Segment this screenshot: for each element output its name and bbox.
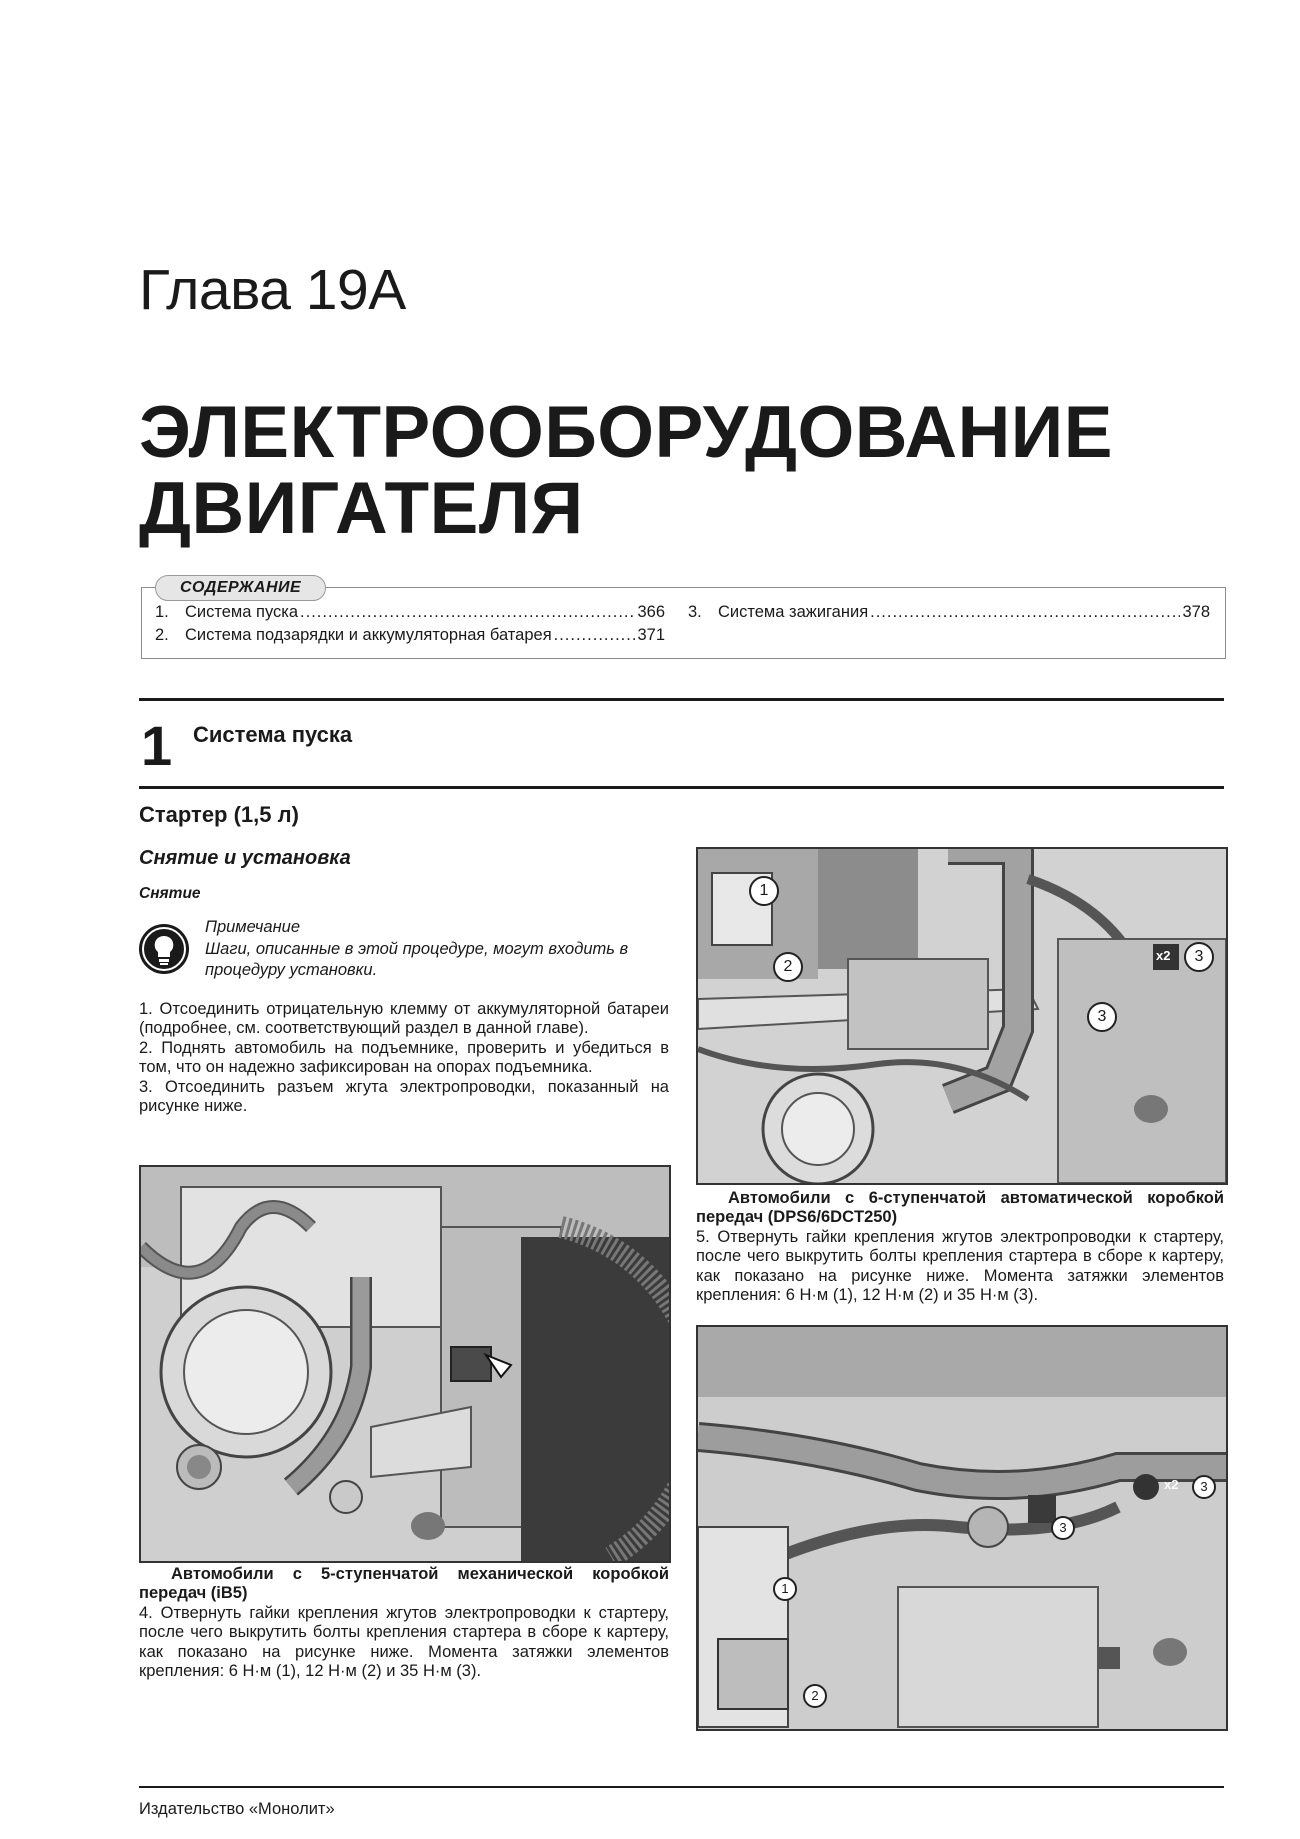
toc-item-page: 378 bbox=[1182, 603, 1210, 621]
toc-item-page: 366 bbox=[637, 603, 665, 621]
callout-marker: 1 bbox=[749, 876, 779, 906]
toc-dots bbox=[300, 603, 635, 622]
steps-left bbox=[139, 1000, 669, 1116]
publisher-logo-icon bbox=[1134, 1095, 1168, 1123]
figure-caption-ib5: Автомобили с 5-ступенчатой механической коробкой передач (iB5) bbox=[139, 1565, 669, 1603]
table-of-contents bbox=[141, 579, 1226, 659]
chapter-title bbox=[139, 392, 1139, 549]
figure-caption-dps6: Автомобили с 6-ступенчатой автоматической коробкой передач (DPS6/6DCT250) bbox=[696, 1189, 1224, 1227]
engine-illustration-mounting bbox=[698, 1327, 1226, 1729]
chapter-title-line2: ДВИГАТЕЛЯ bbox=[139, 468, 584, 549]
note-title: Примечание bbox=[205, 918, 301, 936]
step-heading: Снятие bbox=[139, 885, 201, 902]
chapter-label: Глава 19А bbox=[139, 258, 406, 322]
toc-item-number: 2. bbox=[155, 626, 169, 644]
toc-label: СОДЕРЖАНИЕ bbox=[155, 575, 326, 601]
step-4: 4. Отвернуть гайки крепления жгутов электропроводки к стартеру, после чего выкрутить болты крепления стартера в сборе к картеру, как показано на рисунке ниже. Момента затяжки элементов крепления: 6 Н·м (1), 12 Н·м (2) и 35 Н·м (3). bbox=[139, 1604, 669, 1681]
publisher-footer: Издательство «Монолит» bbox=[139, 1800, 335, 1818]
step-1: 1. Отсоединить отрицательную клемму от аккумуляторной батареи (подробнее, см. соответствующий раздел в данной главе). bbox=[139, 1000, 669, 1038]
engine-illustration-ib5 bbox=[141, 1167, 669, 1561]
toc-item-page: 371 bbox=[637, 626, 665, 644]
publisher-logo-icon bbox=[411, 1512, 445, 1540]
step-2: 2. Поднять автомобиль на подъемнике, проверить и убедиться в том, что он надежно зафиксирован на опорах подъемника. bbox=[139, 1038, 669, 1077]
section-number: 1 bbox=[141, 714, 173, 777]
engine-illustration-dps6 bbox=[698, 849, 1226, 1183]
callout-marker: 3 bbox=[1087, 1002, 1117, 1032]
section-rule-bottom bbox=[139, 786, 1224, 789]
section-rule-top bbox=[139, 698, 1224, 701]
note-text: Шаги, описанные в этой процедуре, могут входить в процедуру установки. bbox=[205, 940, 629, 979]
callout-marker: 3 bbox=[1192, 1475, 1216, 1499]
toc-item[interactable] bbox=[155, 603, 665, 622]
toc-item-title: Система подзарядки и аккумуляторная батарея bbox=[185, 626, 552, 644]
footer-rule bbox=[139, 1786, 1224, 1788]
section-title: Система пуска bbox=[193, 722, 353, 747]
callout-marker: 2 bbox=[773, 952, 803, 982]
callout-marker: 1 bbox=[773, 1577, 797, 1601]
toc-item[interactable] bbox=[155, 626, 665, 645]
callout-marker: 3 bbox=[1184, 942, 1214, 972]
toc-item-number: 1. bbox=[155, 603, 169, 621]
toc-item[interactable] bbox=[688, 603, 1210, 622]
figure-starter-mounting bbox=[696, 1325, 1228, 1731]
callout-marker: 2 bbox=[803, 1684, 827, 1708]
step-5: 5. Отвернуть гайки крепления жгутов электропроводки к стартеру, после чего выкрутить болты крепления стартера в сборе к картеру, как показано на рисунке ниже. Момента затяжки элементов крепления: 6 Н·м (1), 12 Н·м (2) и 35 Н·м (3). bbox=[696, 1228, 1224, 1305]
figure-starter-ib5 bbox=[139, 1165, 671, 1563]
lightbulb-icon bbox=[139, 924, 189, 974]
toc-dots bbox=[870, 603, 1180, 622]
chapter-title-line1: ЭЛЕКТРООБОРУДОВАНИЕ bbox=[139, 392, 1113, 473]
procedure-title: Снятие и установка bbox=[139, 847, 351, 869]
publisher-logo-icon bbox=[1153, 1638, 1187, 1666]
toc-item-title: Система пуска bbox=[185, 603, 299, 621]
toc-dots bbox=[554, 626, 636, 645]
toc-item-number: 3. bbox=[688, 603, 702, 621]
toc-item-title: Система зажигания bbox=[718, 603, 869, 621]
multiplier-badge: x2 bbox=[1164, 1477, 1179, 1492]
step-3: 3. Отсоединить разъем жгута электропроводки, показанный на рисунке ниже. bbox=[139, 1077, 669, 1116]
figure-starter-dps6 bbox=[696, 847, 1228, 1185]
subsection-title: Стартер (1,5 л) bbox=[139, 802, 299, 827]
callout-marker: 3 bbox=[1051, 1516, 1075, 1540]
multiplier-badge: x2 bbox=[1156, 948, 1171, 963]
